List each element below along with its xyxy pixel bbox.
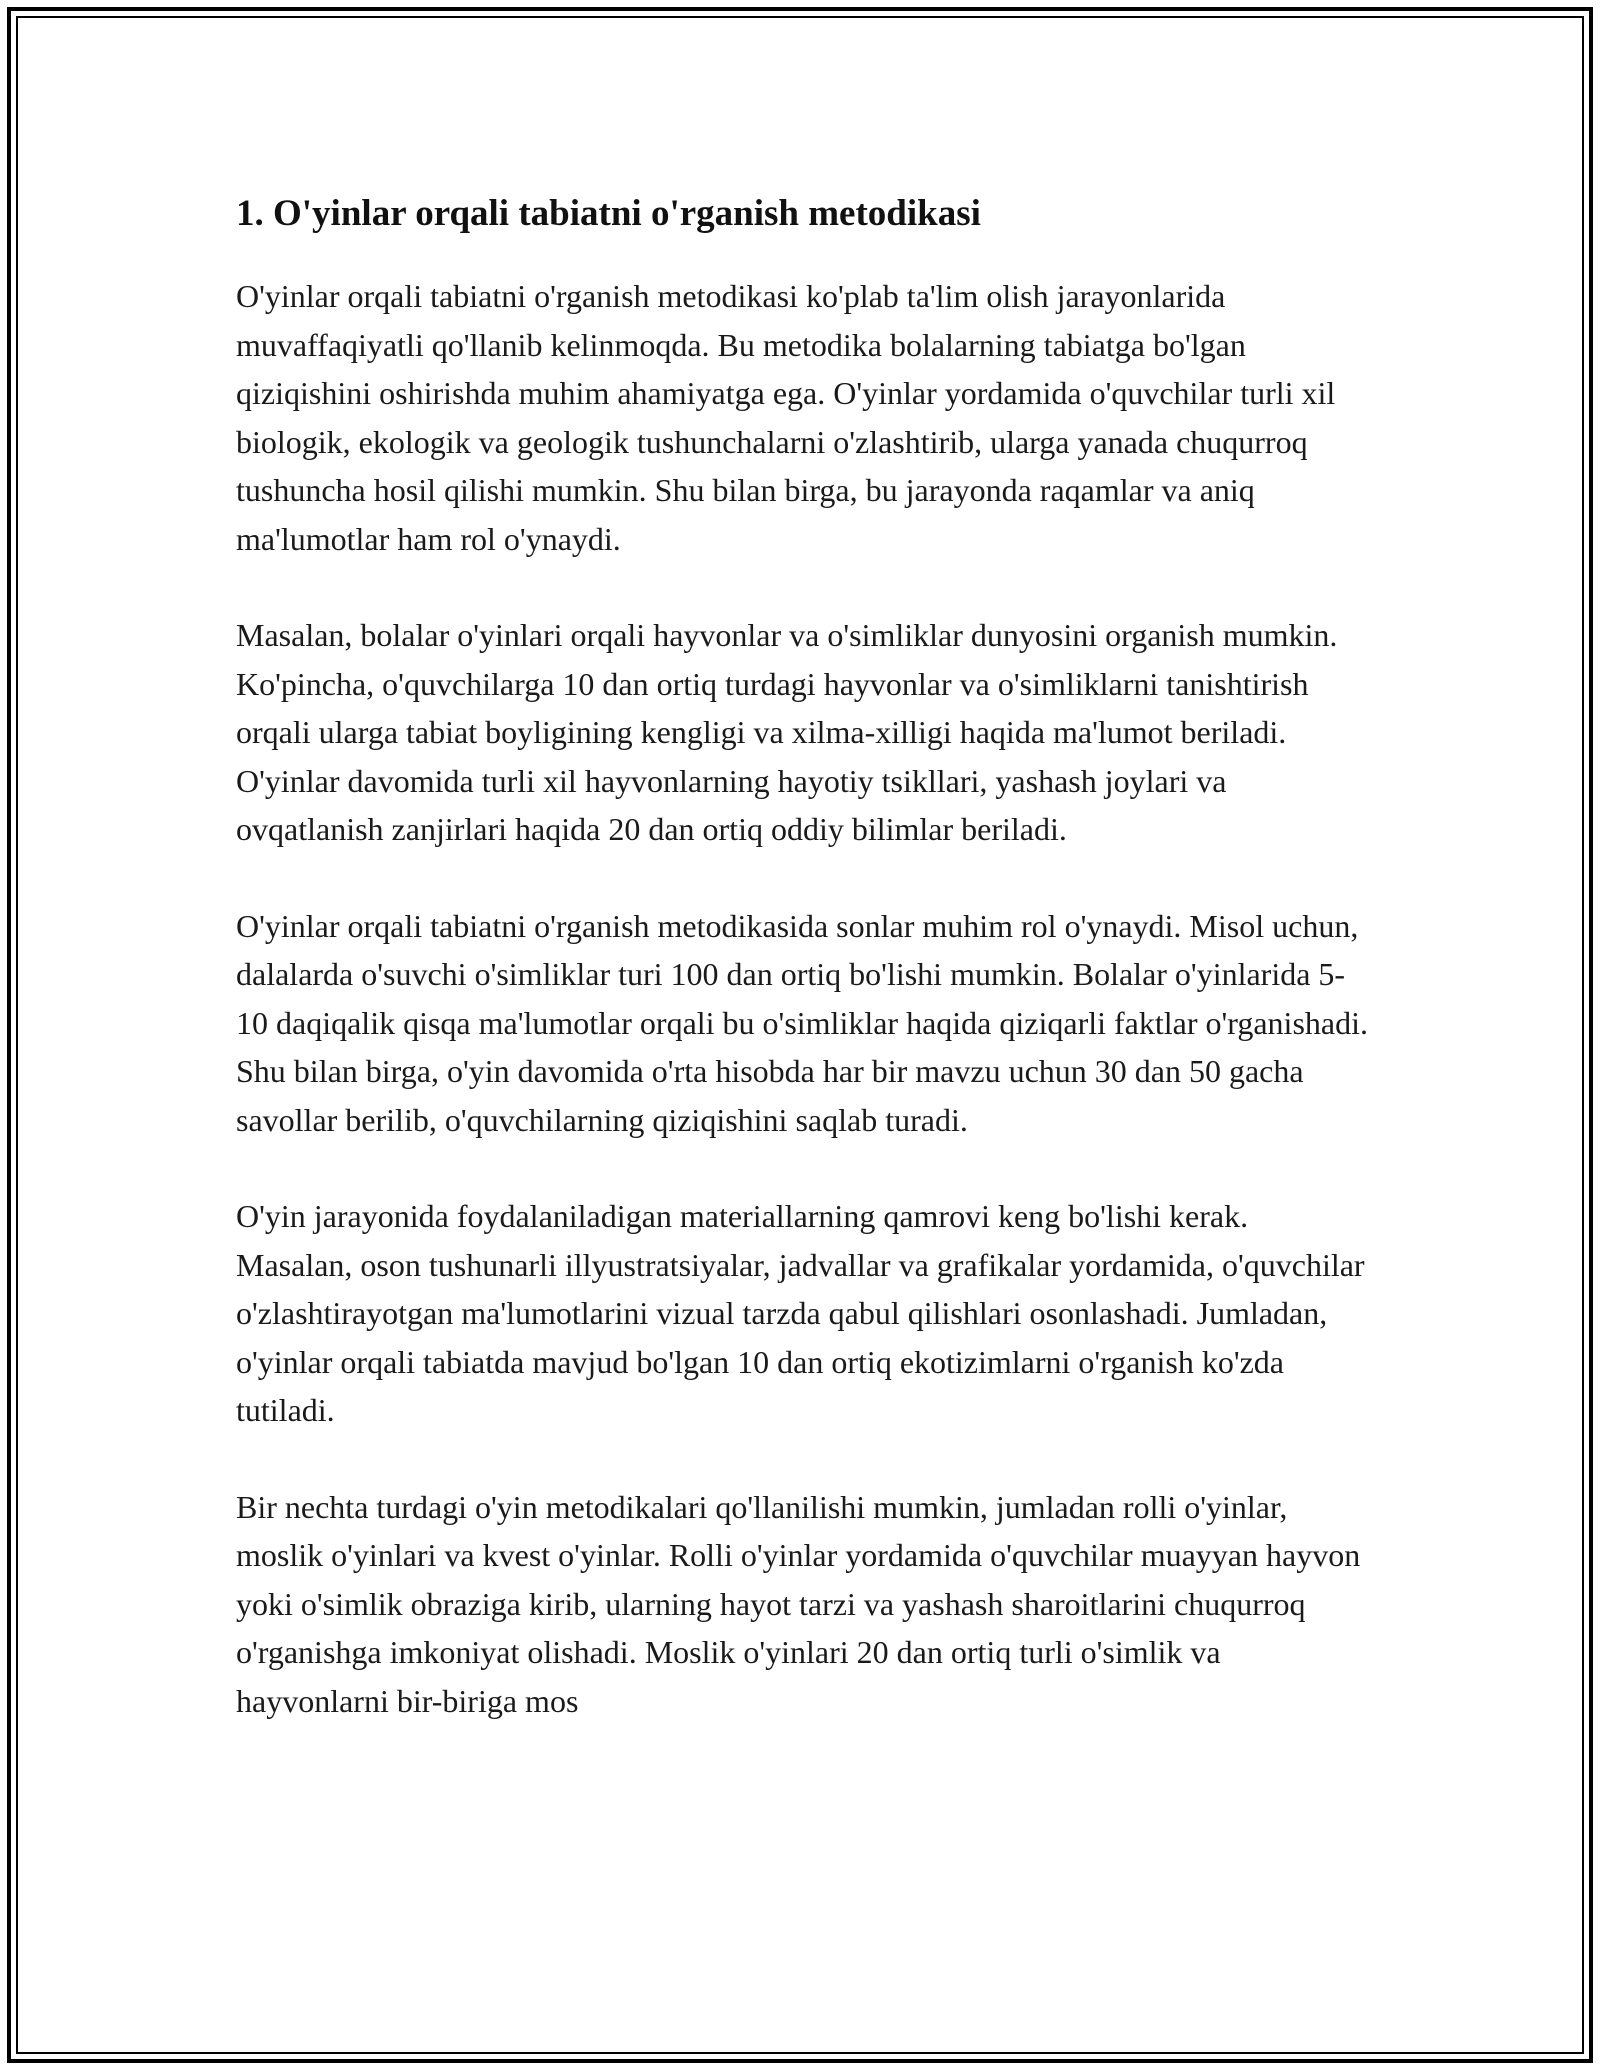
section-heading: 1. O'yinlar orqali tabiatni o'rganish metodikasi (236, 193, 981, 234)
paragraph-2: Masalan, bolalar o'yinlari orqali hayvonlar va o'simliklar dunyosini organish mumkin. Ko'pincha, o'quvchilarga 10 dan ortiq turdagi hayvonlar va o'simliklarni tanishtirish orqali ularga tabiat boyligining kengligi va xilma-xilligi haqida ma'lumot beriladi. O'yinlar davomida turli xil hayvonlarning hayotiy tsikllari, yashash joylari va ovqatlanish zanjirlari haqida 20 dan ortiq oddiy bilimlar beriladi. (236, 617, 1338, 847)
paragraph-1: O'yinlar orqali tabiatni o'rganish metodikasi ko'plab ta'lim olish jarayonlarida muvaffaqiyatli qo'llanib kelinmoqda. Bu metodika bolalarning tabiatga bo'lgan qiziqishini oshirishda muhim ahamiyatga ega. O'yinlar yordamida o'quvchilar turli xil biologik, ekologik va geologik tushunchalarni o'zlashtirib, ularga yanada chuqurroq tushuncha hosil qilishi mumkin. Shu bilan birga, bu jarayonda raqamlar va aniq ma'lumotlar ham rol o'ynaydi. (236, 278, 1336, 557)
paragraph-5: Bir nechta turdagi o'yin metodikalari qo'llanilishi mumkin, jumladan rolli o'yinlar, moslik o'yinlari va kvest o'yinlar. Rolli o'yinlar yordamida o'quvchilar muayyan hayvon yoki o'simlik obraziga kirib, ularning hayot tarzi va yashash sharoitlarini chuqurroq o'rganishga imkoniyat olishadi. Moslik o'yinlari 20 dan ortiq turli o'simlik va hayvonlarni bir-biriga mos (236, 1488, 1361, 1719)
document-body (236, 186, 1368, 1773)
paragraph-4: O'yin jarayonida foydalaniladigan materiallarning qamrovi keng bo'lishi kerak. Masalan, oson tushunarli illyustratsiyalar, jadvallar va grafikalar yordamida, o'quvchilar o'zlashtirayotgan ma'lumotlarini vizual tarzda qabul qilishlari osonlashadi. Jumladan, o'yinlar orqali tabiatda mavjud bo'lgan 10 dan ortiq ekotizimlarni o'rganish ko'zda tutiladi. (236, 1198, 1365, 1428)
paragraph-3: O'yinlar orqali tabiatni o'rganish metodikasida sonlar muhim rol o'ynaydi. Misol uchun, dalalarda o'suvchi o'simliklar turi 100 dan ortiq bo'lishi mumkin. Bolalar o'yinlarida 5-10 daqiqalik qisqa ma'lumotlar orqali bu o'simliklar haqida qiziqarli faktlar o'rganishadi. Shu bilan birga, o'yin davomida o'rta hisobda har bir mavzu uchun 30 dan 50 gacha savollar berilib, o'quvchilarning qiziqishini saqlab turadi. (236, 907, 1368, 1138)
